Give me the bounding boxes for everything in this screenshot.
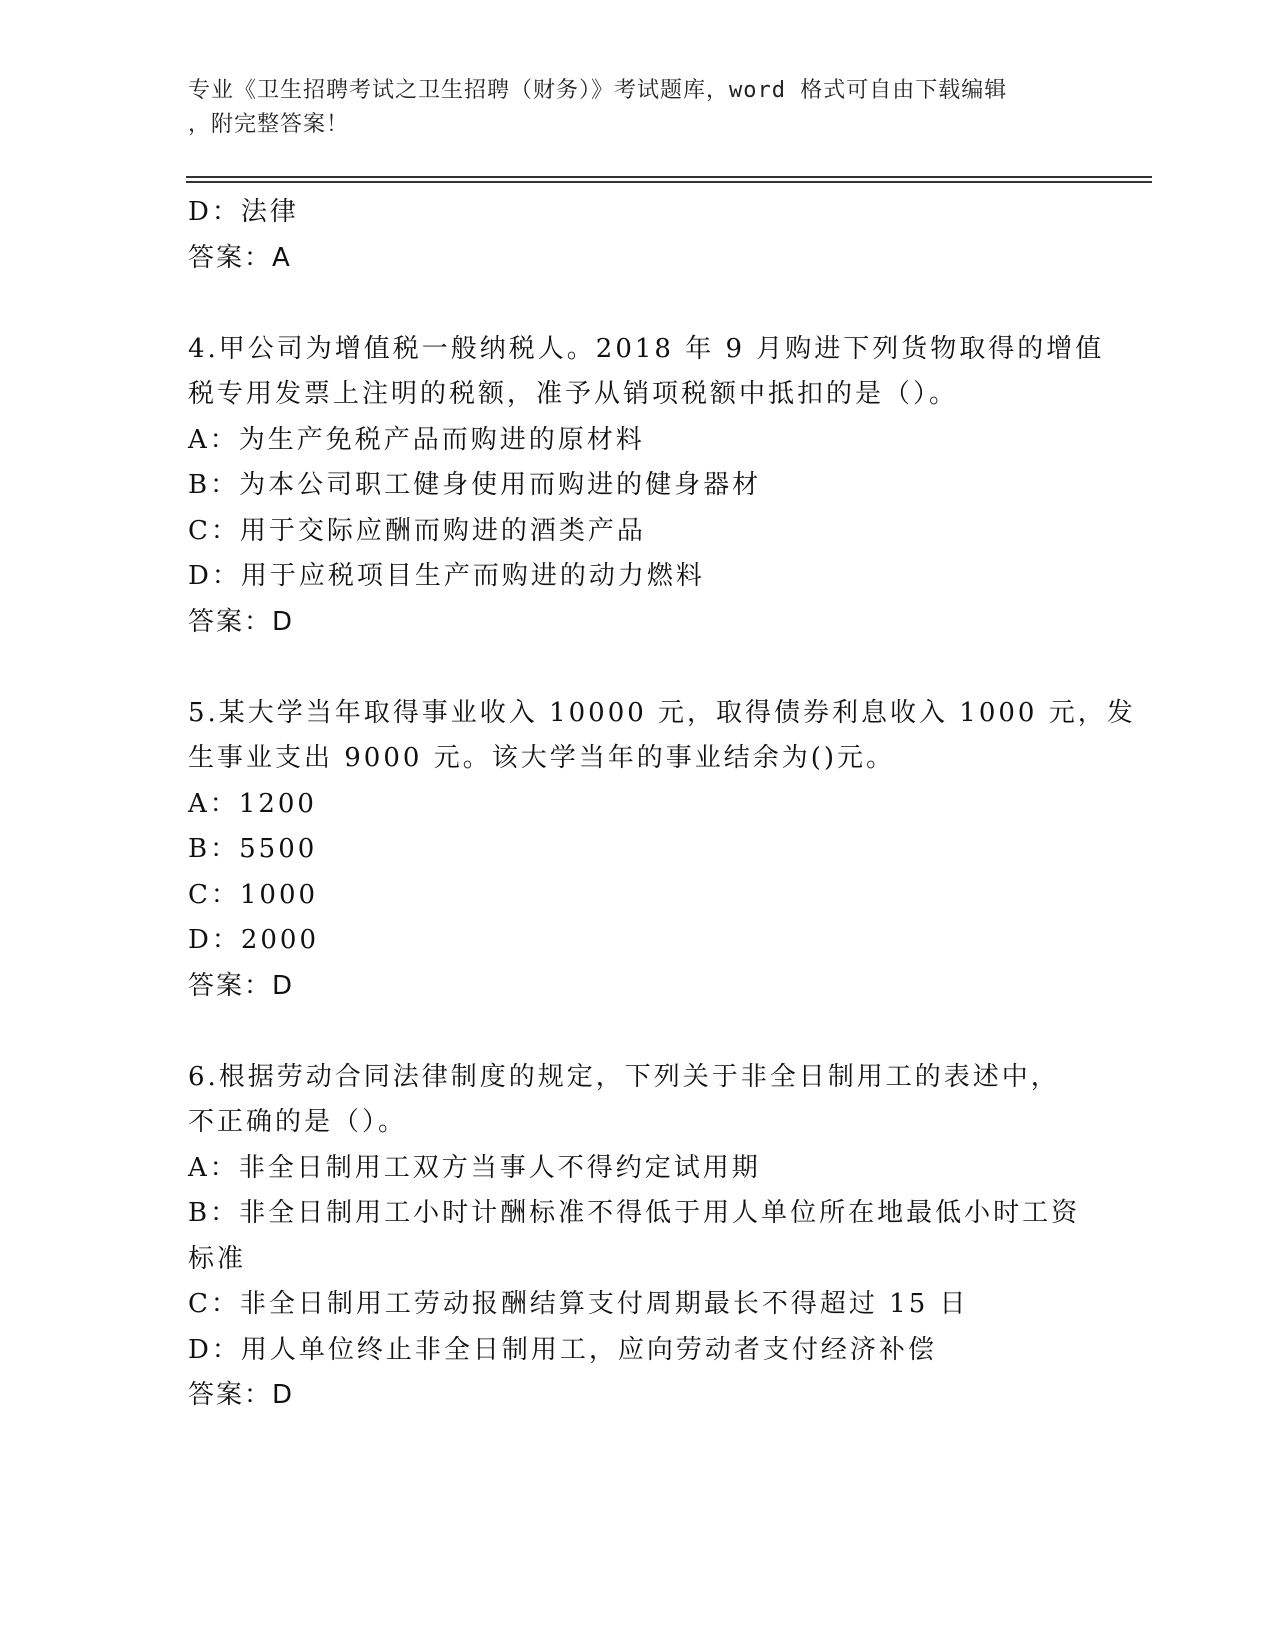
document-header (188, 74, 1068, 142)
question-3-tail (188, 190, 1088, 281)
option-a: A：为生产免税产品而购进的原材料 (188, 424, 645, 455)
option-d: D：2000 (188, 925, 320, 955)
answer-text: 答案：D (188, 1380, 295, 1410)
option-a: A：1200 (188, 788, 317, 819)
question-stem-line: 5.某大学当年取得事业收入 10000 元，取得债券利息收入 1000 元，发 (188, 697, 1136, 728)
question-5 (188, 691, 1136, 1010)
question-stem-line: 生事业支出 9000 元。该大学当年的事业结余为()元。 (188, 743, 895, 773)
spacer (188, 1009, 1088, 1055)
question-stem-line: 不正确的是（）。 (188, 1107, 408, 1137)
question-stem-line: 4.甲公司为增值税一般纳税人。2018 年 9 月购进下列货物取得的增值 (188, 333, 1105, 364)
option-b: B：为本公司职工健身使用而购进的健身器材 (188, 470, 762, 500)
question-4 (188, 327, 1105, 646)
option-b-line: 标准 (188, 1243, 247, 1274)
spacer (188, 281, 1088, 327)
answer-text: 答案：D (188, 970, 295, 1001)
option-d: D：用于应税项目生产而购进的动力燃料 (188, 561, 705, 591)
option-b-line: B：非全日制用工小时计酬标准不得低于用人单位所在地最低小时工资 (188, 1198, 1081, 1228)
header-line-1: 专业《卫生招聘考试之卫生招聘（财务）》考试题库，word 格式可自由下载编辑 (188, 78, 1008, 103)
option-d: D：用人单位终止非全日制用工，应向劳动者支付经济补偿 (188, 1334, 937, 1365)
question-stem-line: 税专用发票上注明的税额，准予从销项税额中抵扣的是（）。 (188, 379, 959, 409)
question-stem-line: 6.根据劳动合同法律制度的规定，下列关于非全日制用工的表述中， (188, 1061, 1060, 1092)
answer-text: 答案：A (188, 242, 292, 273)
spacer (188, 645, 1088, 691)
option-b: B：5500 (188, 834, 318, 864)
option-c: C：非全日制用工劳动报酬结算支付周期最长不得超过 15 日 (188, 1289, 969, 1319)
option-c: C：用于交际应酬而购进的酒类产品 (188, 515, 646, 546)
header-divider-bottom (186, 181, 1152, 183)
header-line-2: ，附完整答案！ (188, 112, 350, 137)
option-d: D：法律 (188, 197, 299, 227)
option-c: C：1000 (188, 879, 319, 910)
answer-text: 答案：D (188, 606, 295, 637)
option-a: A：非全日制用工双方当事人不得约定试用期 (188, 1152, 761, 1183)
header-divider-top (186, 176, 1152, 178)
question-6 (188, 1055, 1088, 1419)
question-list (188, 190, 1136, 1419)
